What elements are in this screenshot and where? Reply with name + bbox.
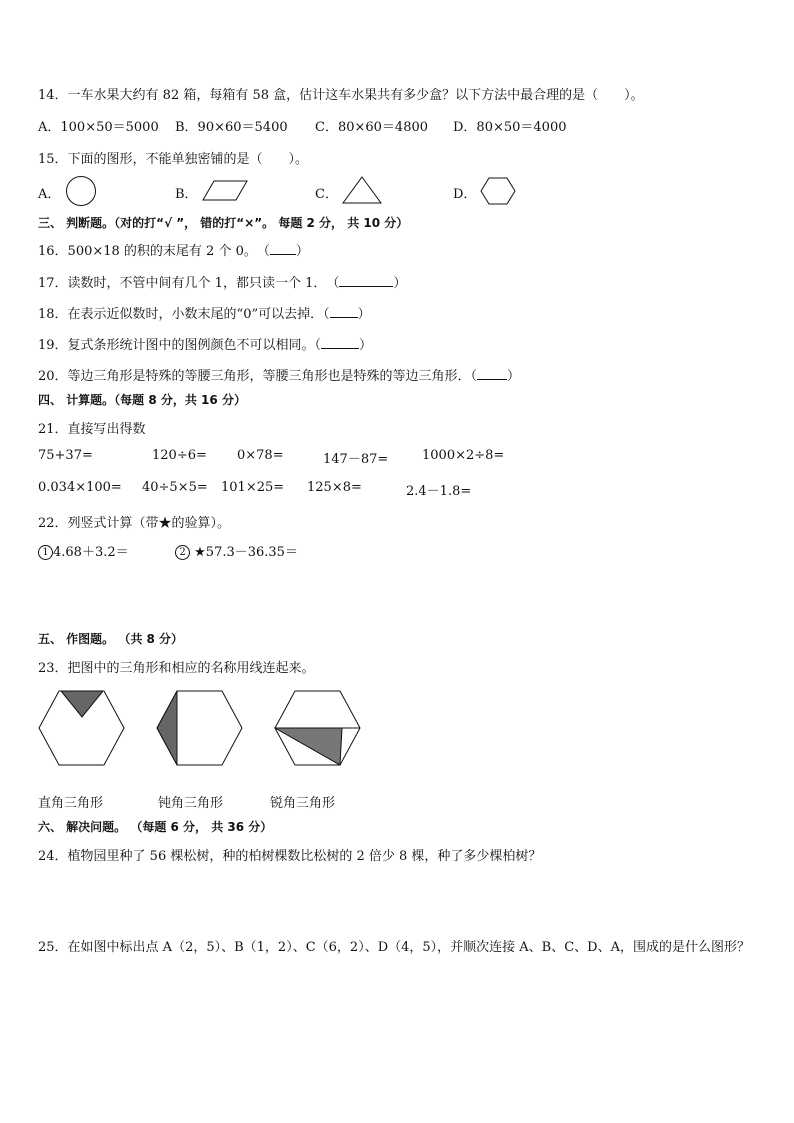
calc-item: 40÷5×5=: [142, 480, 208, 495]
label-obtuse-triangle[interactable]: 钝角三角形: [158, 796, 224, 811]
label-acute-triangle[interactable]: 锐角三角形: [270, 796, 336, 811]
question-21: 21．直接写出得数: [38, 422, 146, 437]
parallelogram-icon: [202, 180, 248, 202]
q22-item-1: 1 4.68＋3.2＝: [38, 541, 129, 560]
hexagon-figure-right-triangle: [38, 690, 126, 766]
q15-label-b[interactable]: B．: [175, 187, 198, 202]
calc-item: 147－87=: [323, 452, 389, 467]
question-19: 19．复式条形统计图中的图例颜色不可以相同。（ ）: [38, 338, 373, 353]
question-24: 24．植物园里种了 56 棵松树，种的柏树棵数比松树的 2 倍少 8 棵，种了多少棵柏树？: [38, 849, 542, 864]
calc-item: 75+37=: [38, 448, 93, 463]
calc-item: 0×78=: [237, 448, 284, 463]
q14-option-b[interactable]: B．90×60＝5400: [175, 120, 288, 135]
question-17: 17．读数时，不管中间有几个 1，都只读一个 1． （ ）: [38, 276, 407, 291]
calc-item: 0.034×100=: [38, 480, 122, 495]
calc-item: 101×25=: [221, 480, 285, 495]
q14-option-d[interactable]: D．80×50＝4000: [453, 120, 567, 135]
q22-item-2: 2 ★57.3－36.35＝: [175, 541, 298, 560]
question-16: 16．500×18 的积的末尾有 2 个 0。 （ ）: [38, 244, 309, 259]
question-22: 22．列竖式计算（带★的验算）。: [38, 516, 231, 531]
calc-item: 2.4－1.8=: [406, 484, 472, 499]
hexagon-figure-acute-triangle: [274, 690, 362, 766]
q14-option-c[interactable]: C．80×60＝4800: [315, 120, 429, 135]
triangle-icon: [342, 176, 382, 204]
hexagon-icon: [480, 177, 516, 205]
calc-item: 1000×2÷8=: [422, 448, 505, 463]
question-14: 14．一车水果大约有 82 箱，每箱有 58 盒，估计这车水果共有多少盒？以下方法中最合理的是（ ）。: [38, 88, 644, 103]
answer-blank-19[interactable]: [321, 336, 359, 349]
section-6-title: 六、 解决问题。 （每题 6 分， 共 36 分）: [38, 820, 273, 834]
circle-number: 2: [175, 545, 190, 560]
q14-option-a[interactable]: A．100×50＝5000: [38, 120, 159, 135]
answer-blank-20[interactable]: [477, 367, 507, 380]
circle-number: 1: [38, 545, 53, 560]
question-25: 25．在如图中标出点 A（2，5）、B（1，2）、C（6，2）、D（4，5），并顺次连接 A、B、C、D、A，围成的是什么图形？: [38, 940, 750, 955]
section-3-title: 三、 判断题。（对的打“√ ”， 错的打“×”。 每题 2 分， 共 10 分）: [38, 216, 409, 230]
q15-label-a[interactable]: A．: [38, 187, 61, 202]
q15-label-c[interactable]: C．: [315, 187, 338, 202]
section-4-title: 四、 计算题。（每题 8 分，共 16 分）: [38, 393, 246, 407]
question-20: 20．等边三角形是特殊的等腰三角形，等腰三角形也是特殊的等边三角形．（ ）: [38, 369, 521, 384]
question-23: 23．把图中的三角形和相应的名称用线连起来。: [38, 661, 315, 676]
label-right-triangle[interactable]: 直角三角形: [38, 796, 104, 811]
q15-label-d[interactable]: D．: [453, 187, 477, 202]
circle-icon: [65, 175, 97, 207]
calc-item: 125×8=: [307, 480, 362, 495]
answer-blank-18[interactable]: [330, 305, 358, 318]
calc-item: 120÷6=: [152, 448, 207, 463]
question-15: 15．下面的图形，不能单独密铺的是（ ）。: [38, 152, 309, 167]
answer-blank-16[interactable]: [270, 242, 296, 255]
hexagon-figure-obtuse-triangle: [156, 690, 244, 766]
section-5-title: 五、 作图题。 （共 8 分）: [38, 632, 184, 646]
question-18: 18．在表示近似数时，小数末尾的“0”可以去掉．（ ）: [38, 307, 371, 322]
answer-blank-17[interactable]: [339, 274, 393, 287]
